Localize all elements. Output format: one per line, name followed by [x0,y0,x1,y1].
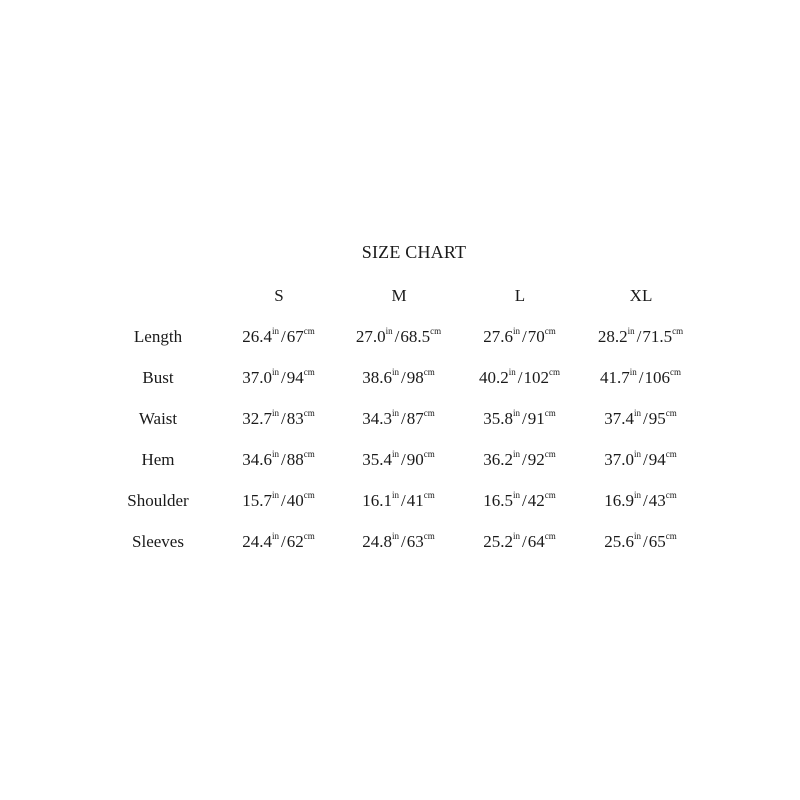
unit-separator: / [522,532,527,551]
measurement-cell [242,367,316,389]
inch-unit: in [392,367,400,378]
measurement-cell [362,367,436,389]
inch-value: 27.6 [483,327,513,346]
cm-unit: cm [549,367,560,378]
measurement-cell [483,408,557,430]
inch-value: 16.9 [604,491,634,510]
inch-unit: in [392,531,400,542]
inch-value: 32.7 [242,409,272,428]
cm-unit: cm [303,490,315,501]
cm-value: 94 [286,368,304,387]
measurement-cell [598,326,684,348]
cm-value: 83 [286,409,304,428]
inch-value: 35.4 [362,450,392,469]
cm-value: 92 [527,450,545,469]
cm-unit: cm [670,367,681,378]
inch-unit: in [513,490,521,501]
unit-separator: / [643,532,648,551]
inch-value: 34.3 [362,409,392,428]
cm-value: 40 [286,491,304,510]
unit-separator: / [401,491,406,510]
inch-unit: in [272,408,280,419]
row-label-waist: Waist [138,409,178,428]
inch-unit: in [634,449,642,460]
cm-value: 102 [523,368,549,387]
unit-separator: / [394,327,400,346]
cm-unit: cm [665,531,677,542]
cm-unit: cm [303,408,315,419]
inch-value: 28.2 [597,327,628,346]
cm-unit: cm [423,449,435,460]
measurement-cell [483,449,557,471]
cm-unit: cm [423,490,435,501]
inch-unit: in [272,326,280,337]
row-label-hem: Hem [141,450,175,469]
unit-separator: / [643,450,648,469]
cm-value: 98 [406,368,424,387]
cm-value: 70 [527,327,545,346]
unit-separator: / [643,409,648,428]
cm-unit: cm [430,326,442,337]
measurement-cell [242,449,316,471]
inch-value: 34.6 [242,450,272,469]
inch-unit: in [272,490,280,501]
unit-separator: / [281,450,286,469]
cm-unit: cm [544,449,556,460]
size-header-l: L [514,286,526,305]
inch-value: 26.4 [242,327,272,346]
inch-value: 27.0 [355,327,386,346]
cm-unit: cm [544,326,556,337]
cm-unit: cm [544,531,556,542]
cm-unit: cm [665,408,677,419]
unit-separator: / [281,368,286,387]
unit-separator: / [517,368,523,387]
cm-value: 62 [286,532,304,551]
cm-value: 64 [527,532,545,551]
inch-value: 41.7 [600,368,630,387]
measurement-cell [242,408,316,430]
cm-unit: cm [423,367,435,378]
unit-separator: / [401,368,406,387]
cm-unit: cm [665,490,677,501]
cm-value: 71.5 [642,327,673,346]
cm-unit: cm [303,531,315,542]
cm-value: 67 [286,327,304,346]
measurement-cell [604,449,678,471]
unit-separator: / [281,409,286,428]
inch-unit: in [272,367,280,378]
size-chart-title-text: SIZE CHART [361,242,467,262]
size-header-m: M [391,286,407,305]
row-label-sleeves: Sleeves [132,532,184,551]
cm-unit: cm [423,408,435,419]
unit-separator: / [522,409,527,428]
size-header-s: S [274,286,284,305]
cm-value: 43 [648,491,666,510]
inch-value: 37.4 [604,409,634,428]
measurement-cell [362,408,436,430]
inch-unit: in [627,326,635,337]
unit-separator: / [281,532,286,551]
measurement-cell [604,490,678,512]
unit-separator: / [522,327,527,346]
measurement-cell [362,531,436,553]
inch-value: 16.5 [483,491,513,510]
unit-separator: / [401,409,406,428]
measurement-cell [479,367,561,389]
inch-unit: in [513,408,521,419]
unit-separator: / [401,532,406,551]
inch-value: 16.1 [362,491,392,510]
cm-unit: cm [544,490,556,501]
measurement-cell [483,326,557,348]
cm-unit: cm [303,326,315,337]
inch-value: 25.2 [483,532,513,551]
cm-value: 65 [648,532,666,551]
cm-value: 95 [648,409,666,428]
measurement-cell [242,490,316,512]
inch-unit: in [272,531,280,542]
measurement-cell [604,408,678,430]
cm-unit: cm [544,408,556,419]
cm-value: 87 [406,409,424,428]
inch-value: 24.4 [242,532,272,551]
inch-value: 25.6 [604,532,634,551]
row-label-length: Length [133,327,183,346]
inch-value: 37.0 [604,450,634,469]
unit-separator: / [401,450,406,469]
cm-value: 88 [286,450,304,469]
inch-value: 40.2 [479,368,509,387]
inch-unit: in [513,326,521,337]
cm-value: 106 [644,368,670,387]
inch-value: 36.2 [483,450,513,469]
measurement-cell [242,531,316,553]
inch-unit: in [634,408,642,419]
cm-unit: cm [303,449,315,460]
row-label-bust: Bust [142,368,174,387]
unit-separator: / [281,327,286,346]
cm-value: 41 [406,491,424,510]
measurement-cell [604,531,678,553]
inch-value: 38.6 [362,368,392,387]
inch-value: 24.8 [362,532,392,551]
unit-separator: / [281,491,286,510]
inch-unit: in [385,326,393,337]
cm-unit: cm [665,449,677,460]
inch-unit: in [272,449,280,460]
cm-unit: cm [672,326,684,337]
measurement-cell [362,449,436,471]
inch-value: 15.7 [242,491,272,510]
inch-unit: in [513,449,521,460]
inch-value: 35.8 [483,409,513,428]
size-chart-title [0,242,800,263]
cm-unit: cm [423,531,435,542]
unit-separator: / [638,368,644,387]
inch-unit: in [508,367,516,378]
inch-unit: in [513,531,521,542]
measurement-cell [362,490,436,512]
size-header-xl: XL [629,286,653,305]
row-label-shoulder: Shoulder [127,491,189,510]
inch-unit: in [634,490,642,501]
measurement-cell [242,326,316,348]
cm-unit: cm [303,367,315,378]
inch-value: 37.0 [242,368,272,387]
inch-unit: in [634,531,642,542]
inch-unit: in [392,408,400,419]
measurement-cell [356,326,442,348]
unit-separator: / [522,491,527,510]
cm-value: 63 [406,532,424,551]
unit-separator: / [643,491,648,510]
inch-unit: in [629,367,637,378]
cm-value: 90 [406,450,424,469]
cm-value: 68.5 [400,327,431,346]
unit-separator: / [522,450,527,469]
measurement-cell [600,367,682,389]
inch-unit: in [392,490,400,501]
measurement-cell [483,490,557,512]
cm-value: 91 [527,409,545,428]
measurement-cell [483,531,557,553]
inch-unit: in [392,449,400,460]
cm-value: 94 [648,450,666,469]
cm-value: 42 [527,491,545,510]
unit-separator: / [636,327,642,346]
